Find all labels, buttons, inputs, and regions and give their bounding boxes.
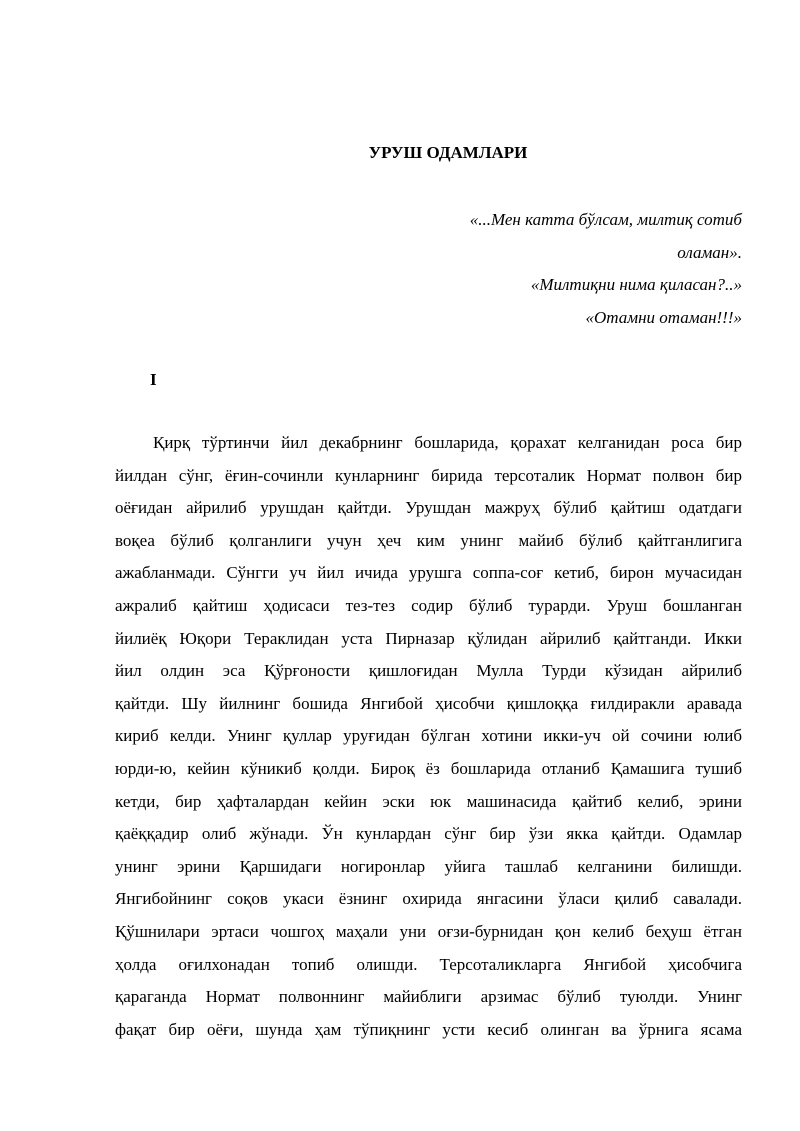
body-paragraph xyxy=(115,427,742,1046)
body-line: йилдан сўнг, ёғин-сочинли кунларнинг бирида терсоталик Нормат полвон бир xyxy=(115,465,742,485)
section-number: I xyxy=(150,370,157,389)
epigraph-line: «...Мен катта бўлсам, милтиқ сотиб xyxy=(469,210,742,229)
body-line: ажралиб қайтиш ҳодисаси тез-тез содир бўлиб турарди. Уруш бошланган xyxy=(115,595,742,615)
document-title: УРУШ ОДАМЛАРИ xyxy=(368,143,528,162)
body-line: ҳолда оғилхонадан топиб олишди. Терсоталикларга Янгибой ҳисобчига xyxy=(115,954,742,974)
body-line: Янгибойнинг соқов укаси ёзнинг охирида янгасини ўласи қилиб савалади. xyxy=(115,889,742,909)
body-line: унинг эрини Қаршидаги ногиронлар уйига ташлаб келганини билишди. xyxy=(115,856,742,876)
body-line: воқеа бўлиб қолганлиги учун ҳеч ким унинг майиб бўлиб қайтганлигига xyxy=(115,530,742,550)
body-line: йил олдин эса Қўрғоности қишлоғидан Мулла Турди кўзидан айрилиб xyxy=(115,661,742,681)
body-line: кетди, бир ҳафталардан кейин эски юк машинасида қайтиб келиб, эрини xyxy=(115,791,742,811)
epigraph-line: «Отамни отаман!!!» xyxy=(585,307,742,327)
body-line: оёғидан айрилиб урушдан қайтди. Урушдан мажруҳ бўлиб қайтиш одатдаги xyxy=(115,498,742,518)
epigraph xyxy=(362,204,742,334)
epigraph-line: оламан». xyxy=(677,242,742,262)
body-line: қайтди. Шу йилнинг бошида Янгибой ҳисобчи қишлоққа ғилдиракли аравада xyxy=(115,693,742,713)
epigraph-line: «Милтиқни нима қиласан?..» xyxy=(530,275,742,294)
body-line: қараганда Нормат полвоннинг майиблиги арзимас бўлиб туюлди. Унинг xyxy=(115,987,742,1007)
body-line: қаёққадир олиб жўнади. Ўн кунлардан сўнг бир ўзи якка қайтди. Одамлар xyxy=(115,824,742,844)
body-line: ажабланмади. Сўнгги уч йил ичида урушга соппа-соғ кетиб, бирон мучасидан xyxy=(115,563,742,583)
body-line: йилиёқ Юқори Тераклидан уста Пирназар қўлидан айрилиб қайтганди. Икки xyxy=(115,628,742,648)
body-line: фақат бир оёғи, шунда ҳам тўпиқнинг усти кесиб олинган ва ўрнига ясама xyxy=(115,1019,742,1039)
body-line: кириб келди. Унинг қуллар уруғидан бўлган хотини икки-уч ой сочини юлиб xyxy=(115,726,742,746)
body-line: юрди-ю, кейин кўникиб қолди. Бироқ ёз бошларида отланиб Қамашига тушиб xyxy=(115,758,742,778)
body-line: Қирқ тўртинчи йил декабрнинг бошларида, қорахат келганидан роса бир xyxy=(153,433,742,452)
body-line: Қўшнилари эртаси чошгоҳ маҳали уни оғзи-бурнидан қон келиб беҳуш ётган xyxy=(115,921,742,941)
